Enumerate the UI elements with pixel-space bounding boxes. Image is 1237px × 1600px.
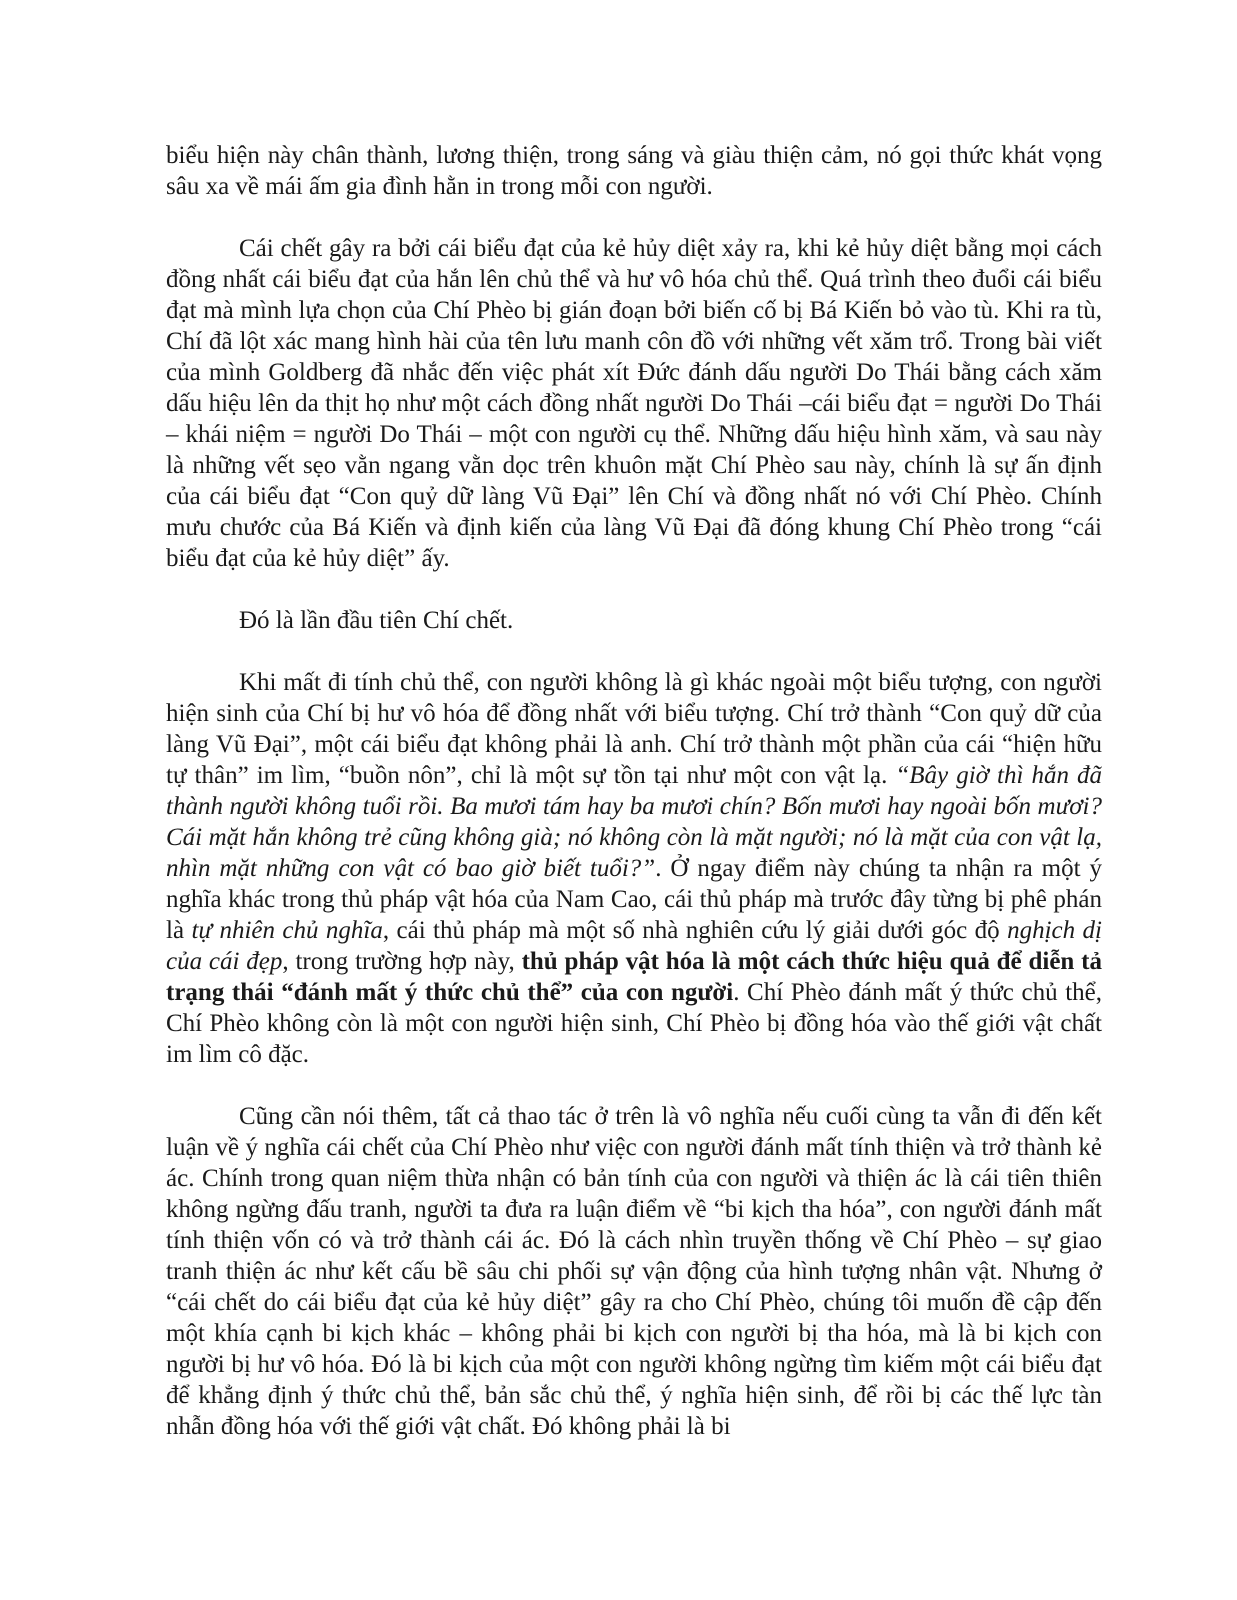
paragraph-4-quotation: “Bây giờ thì hắn đã thành người không tuổi rồi. Ba mươi tám hay ba mươi chín? Bốn mươi hay ngoài bốn mươi? Cái mặt hắn không trẻ cũng không già; nó không còn là mặt người; nó là mặt của con vật lạ, nhìn mặt những con vật có bao giờ biết tuổi?”	[166, 762, 1103, 882]
paragraph-4-term-grotesque: nghịch dị của cái đẹp	[166, 917, 1102, 975]
paragraph-4-term-naturalism: tự nhiên chủ nghĩa	[191, 917, 383, 944]
document-page	[166, 140, 1102, 1442]
paragraph-4-text-end: . Chí Phèo đánh mất ý thức chủ thể, Chí Phèo không còn là một con người hiện sinh, Chí Phèo bị đồng hóa vào thế giới vật chất im lìm cô đặc.	[166, 979, 1102, 1068]
paragraph-4	[166, 667, 1102, 1070]
paragraph-3-text: Đó là lần đầu tiên Chí chết.	[239, 607, 514, 634]
paragraph-5-text: Cũng cần nói thêm, tất cả thao tác ở trên là vô nghĩa nếu cuối cùng ta vẫn đi đến kết luận về ý nghĩa cái chết của Chí Phèo như việc con người đánh mất tính thiện và trở thành kẻ ác. Chính trong quan niệm thừa nhận có bản tính của con người và thiện ác là cái tiên thiên không ngừng đấu tranh, người ta đưa ra luận điểm về “bi kịch tha hóa”, con người đánh mất tính thiện vốn có và trở thành cái ác. Đó là cách nhìn truyền thống về Chí Phèo – sự giao tranh thiện ác như kết cấu bề sâu chi phối sự vận động của hình tượng nhân vật. Nhưng ở “cái chết do cái biểu đạt của kẻ hủy diệt” gây ra cho Chí Phèo, chúng tôi muốn đề cập đến một khía cạnh bi kịch khác – không phải bi kịch con người bị tha hóa, mà là bi kịch con người bị hư vô hóa. Đó là bi kịch của một con người không ngừng tìm kiếm một cái biểu đạt để khẳng định ý thức chủ thể, bản sắc chủ thể, ý nghĩa hiện sinh, để rồi bị các thế lực tàn nhẫn đồng hóa với thế giới vật chất. Đó không phải là bi	[166, 1103, 1102, 1440]
paragraph-4-text-connector: , cái thủ pháp mà một số nhà nghiên cứu lý giải dưới góc độ	[382, 917, 1008, 944]
paragraph-4-text-intro: Khi mất đi tính chủ thể, con người không là gì khác ngoài một biểu tượng, con người hiện sinh của Chí bị hư vô hóa để đồng nhất với biểu tượng. Chí trở thành “Con quỷ dữ của làng Vũ Đại”, một cái biểu đạt không phải là anh. Chí trở thành một phần của cái “hiện hữu tự thân” im lìm, “buồn nôn”, chỉ là một sự tồn tại như một con vật lạ.	[166, 669, 1102, 789]
paragraph-5	[166, 1101, 1102, 1442]
paragraph-3	[166, 605, 1102, 636]
paragraph-4-text-case: , trong trường hợp này,	[282, 948, 522, 975]
paragraph-2-text: Cái chết gây ra bởi cái biểu đạt của kẻ hủy diệt xảy ra, khi kẻ hủy diệt bằng mọi cách đồng nhất cái biểu đạt của hắn lên chủ thể và hư vô hóa chủ thể. Quá trình theo đuổi cái biểu đạt mà mình lựa chọn của Chí Phèo bị gián đoạn bởi biến cố bị Bá Kiến bỏ vào tù. Khi ra tù, Chí đã lột xác mang hình hài của tên lưu manh côn đồ với những vết xăm trổ. Trong bài viết của mình Goldberg đã nhắc đến việc phát xít Đức đánh dấu người Do Thái bằng cách xăm dấu hiệu lên da thịt họ như một cách đồng nhất người Do Thái –cái biểu đạt = người Do Thái – khái niệm = người Do Thái – một con người cụ thể. Những dấu hiệu hình xăm, và sau này là những vết sẹo vằn ngang vằn dọc trên khuôn mặt Chí Phèo sau này, chính là sự ấn định của cái biểu đạt “Con quỷ dữ làng Vũ Đại” lên Chí và đồng nhất nó với Chí Phèo. Chính mưu chước của Bá Kiến và định kiến của làng Vũ Đại đã đóng khung Chí Phèo trong “cái biểu đạt của kẻ hủy diệt” ấy.	[166, 235, 1102, 572]
paragraph-2	[166, 233, 1102, 574]
paragraph-4-text-middle: . Ở ngay điểm này chúng ta nhận ra một ý nghĩa khác trong thủ pháp vật hóa của Nam Cao, cái thủ pháp mà trước đây từng bị phê phán là	[166, 855, 1102, 944]
paragraph-4-emphasis: thủ pháp vật hóa là một cách thức hiệu quả để diễn tả trạng thái “đánh mất ý thức chủ thể” của con người	[166, 948, 1102, 1006]
paragraph-1-text: biểu hiện này chân thành, lương thiện, trong sáng và giàu thiện cảm, nó gọi thức khát vọng sâu xa về mái ấm gia đình hằn in trong mỗi con người.	[166, 142, 1102, 200]
paragraph-1	[166, 140, 1102, 202]
